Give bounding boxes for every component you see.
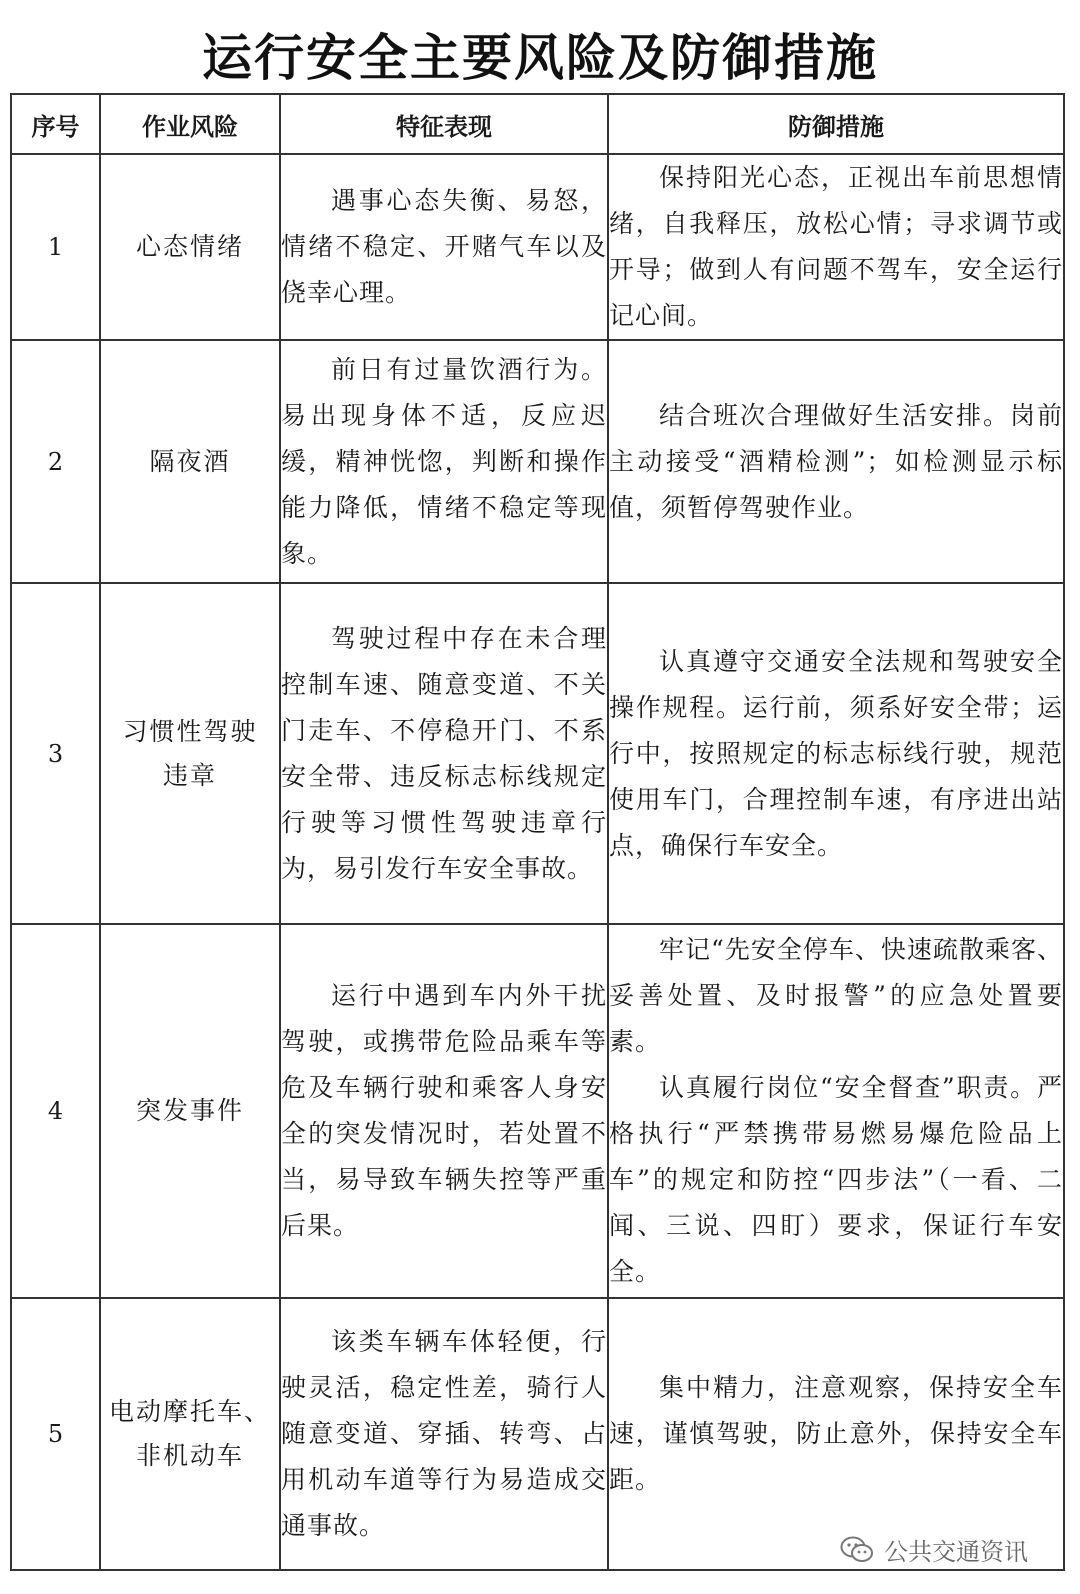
- header-risk: 作业风险: [100, 94, 280, 154]
- table-row: [11, 924, 1064, 1298]
- table-row: [11, 583, 1064, 924]
- risk-name: 隔夜酒: [100, 340, 280, 583]
- feature-text: 遇事心态失衡、易怒，情绪不稳定、开赌气车以及侥幸心理。: [280, 154, 608, 340]
- measure-cell: [608, 924, 1064, 1298]
- risk-name: 电动摩托车、非机动车: [100, 1298, 280, 1570]
- row-number: 3: [11, 583, 100, 924]
- feature-text: 前日有过量饮酒行为。易出现身体不适，反应迟缓，精神恍惚，判断和操作能力降低，情绪不稳定等现象。: [280, 340, 608, 583]
- page-title: 运行安全主要风险及防御措施: [202, 29, 878, 87]
- header-measures: 防御措施: [608, 94, 1064, 154]
- risk-name: 习惯性驾驶违章: [100, 583, 280, 924]
- risk-table: [10, 93, 1065, 1571]
- feature-text: 运行中遇到车内外干扰驾驶，或携带危险品乘车等危及车辆行驶和乘客人身安全的突发情况时，若处置不当，易导致车辆失控等严重后果。: [280, 924, 608, 1298]
- wechat-icon: [840, 1536, 874, 1564]
- watermark-text: 公共交通资讯: [884, 1538, 1028, 1566]
- row-number: 1: [11, 154, 100, 340]
- risk-name: 突发事件: [100, 924, 280, 1298]
- feature-text: 驾驶过程中存在未合理控制车速、随意变道、不关门走车、不停稳开门、不系安全带、违反标志标线规定行驶等习惯性驾驶违章行为，易引发行车安全事故。: [280, 583, 608, 924]
- measure-text: 结合班次合理做好生活安排。岗前主动接受“酒精检测”；如检测显示标值，须暂停驾驶作业。: [608, 340, 1064, 583]
- table-row: [11, 154, 1064, 340]
- table-row: [11, 340, 1064, 583]
- measure-text: 保持阳光心态，正视出车前思想情绪，自我释压，放松心情；寻求调节或开导；做到人有问题不驾车，安全运行记心间。: [608, 154, 1064, 340]
- table-row: [11, 1298, 1064, 1570]
- row-number: 5: [11, 1298, 100, 1570]
- measure-text: 集中精力，注意观察，保持安全车速，谨慎驾驶，防止意外，保持安全车距。: [608, 1298, 1064, 1570]
- row-number: 4: [11, 924, 100, 1298]
- row-number: 2: [11, 340, 100, 583]
- watermark: [836, 1532, 1032, 1567]
- table-header-row: [11, 94, 1064, 154]
- feature-text: 该类车辆车体轻便，行驶灵活，稳定性差，骑行人随意变道、穿插、转弯、占用机动车道等行为易造成交通事故。: [280, 1298, 608, 1570]
- measure-text: 认真遵守交通安全法规和驾驶安全操作规程。运行前，须系好安全带；运行中，按照规定的标志标线行驶，规范使用车门，合理控制车速，有序进出站点，确保行车安全。: [608, 583, 1064, 924]
- measure-text: 牢记“先安全停车、快速疏散乘客、妥善处置、及时报警”的应急处置要素。: [609, 935, 1063, 1056]
- header-feature: 特征表现: [280, 94, 608, 154]
- risk-name: 心态情绪: [100, 154, 280, 340]
- header-no: 序号: [11, 94, 100, 154]
- measure-text: 认真履行岗位“安全督查”职责。严格执行“严禁携带易燃易爆危险品上车”的规定和防控“四步法”（一看、二闻、三说、四盯）要求，保证行车安全。: [609, 1073, 1063, 1286]
